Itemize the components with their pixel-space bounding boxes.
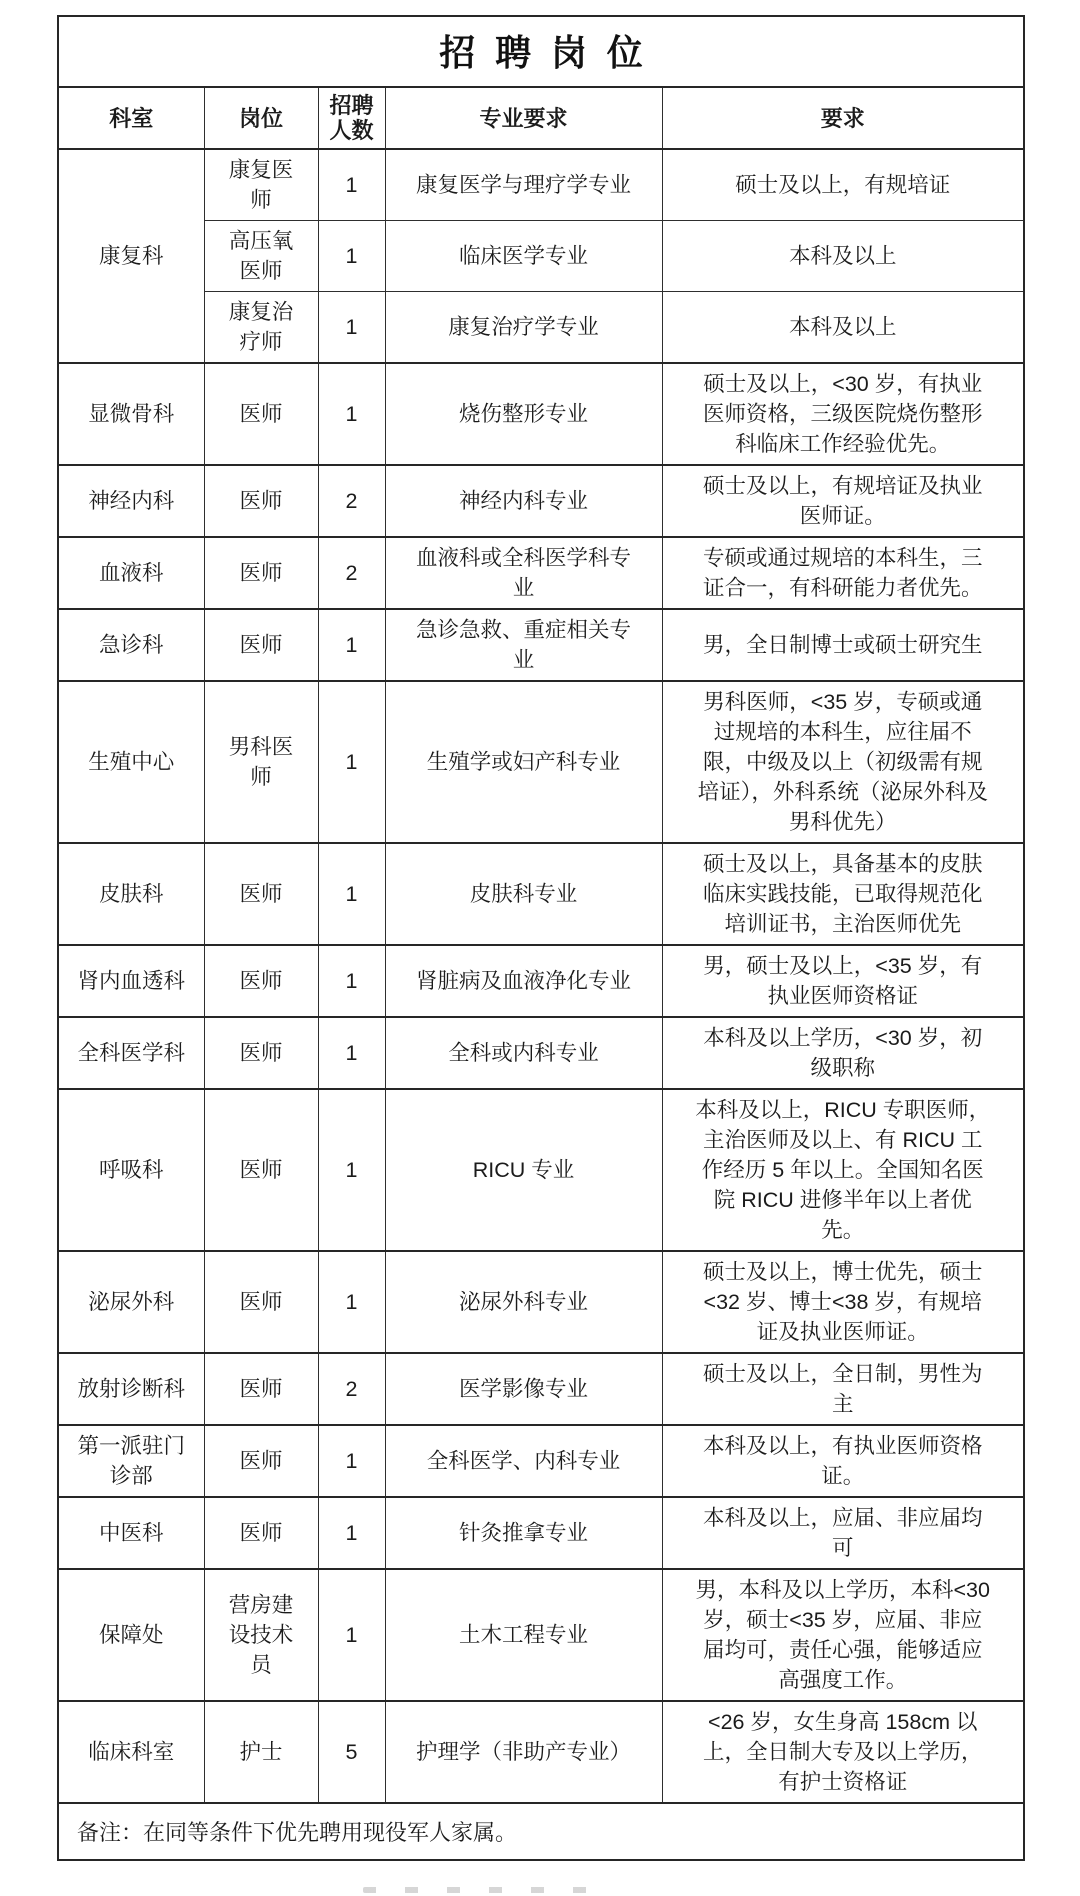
table-row bbox=[58, 1497, 1024, 1569]
table-row bbox=[58, 1251, 1024, 1353]
department-cell: 急诊科 bbox=[58, 609, 204, 681]
department-cell: 临床科室 bbox=[58, 1701, 204, 1803]
requirement-cell: 硕士及以上，博士优先，硕士<32 岁、博士<38 岁，有规培证及执业医师证。 bbox=[662, 1251, 1024, 1353]
department-cell: 保障处 bbox=[58, 1569, 204, 1701]
table-row bbox=[58, 1569, 1024, 1701]
note-row bbox=[58, 1803, 1024, 1860]
requirement-cell: 本科及以上 bbox=[662, 221, 1024, 292]
major-cell: 全科或内科专业 bbox=[385, 1017, 662, 1089]
department-cell: 显微骨科 bbox=[58, 363, 204, 465]
major-cell: 康复医学与理疗学专业 bbox=[385, 149, 662, 221]
table-row bbox=[58, 1017, 1024, 1089]
requirement-cell: 本科及以上，有执业医师资格证。 bbox=[662, 1425, 1024, 1497]
department-cell: 第一派驻门诊部 bbox=[58, 1425, 204, 1497]
headcount-cell: 1 bbox=[318, 1017, 385, 1089]
requirement-cell: 本科及以上学历，<30 岁，初级职称 bbox=[662, 1017, 1024, 1089]
headcount-cell: 1 bbox=[318, 292, 385, 364]
headcount-cell: 1 bbox=[318, 1569, 385, 1701]
col-header-position: 岗位 bbox=[204, 87, 318, 149]
major-cell: 肾脏病及血液净化专业 bbox=[385, 945, 662, 1017]
department-cell: 生殖中心 bbox=[58, 681, 204, 843]
major-cell: RICU 专业 bbox=[385, 1089, 662, 1251]
table-row bbox=[58, 465, 1024, 537]
col-header-major: 专业要求 bbox=[385, 87, 662, 149]
position-cell: 营房建设技术员 bbox=[204, 1569, 318, 1701]
requirement-cell: 男，硕士及以上，<35 岁，有执业医师资格证 bbox=[662, 945, 1024, 1017]
col-header-department: 科室 bbox=[58, 87, 204, 149]
major-cell: 泌尿外科专业 bbox=[385, 1251, 662, 1353]
note-cell: 备注：在同等条件下优先聘用现役军人家属。 bbox=[58, 1803, 1024, 1860]
major-cell: 护理学（非助产专业） bbox=[385, 1701, 662, 1803]
table-row bbox=[58, 149, 1024, 221]
table-row bbox=[58, 1089, 1024, 1251]
major-cell: 神经内科专业 bbox=[385, 465, 662, 537]
position-cell: 医师 bbox=[204, 1425, 318, 1497]
position-cell: 康复治疗师 bbox=[204, 292, 318, 364]
table-row bbox=[58, 1425, 1024, 1497]
position-cell: 男科医师 bbox=[204, 681, 318, 843]
headcount-cell: 1 bbox=[318, 221, 385, 292]
requirement-cell: 男，本科及以上学历，本科<30 岁，硕士<35 岁，应届、非应届均可，责任心强，能够适应高强度工作。 bbox=[662, 1569, 1024, 1701]
requirement-cell: <26 岁，女生身高 158cm 以上，全日制大专及以上学历，有护士资格证 bbox=[662, 1701, 1024, 1803]
table-body bbox=[58, 149, 1024, 1803]
position-cell: 康复医师 bbox=[204, 149, 318, 221]
department-cell: 呼吸科 bbox=[58, 1089, 204, 1251]
department-cell: 肾内血透科 bbox=[58, 945, 204, 1017]
headcount-cell: 1 bbox=[318, 1425, 385, 1497]
major-cell: 医学影像专业 bbox=[385, 1353, 662, 1425]
requirement-cell: 硕士及以上，有规培证及执业医师证。 bbox=[662, 465, 1024, 537]
headcount-cell: 1 bbox=[318, 149, 385, 221]
position-cell: 医师 bbox=[204, 1017, 318, 1089]
position-cell: 医师 bbox=[204, 1089, 318, 1251]
position-cell: 医师 bbox=[204, 1251, 318, 1353]
headcount-cell: 1 bbox=[318, 843, 385, 945]
major-cell: 临床医学专业 bbox=[385, 221, 662, 292]
scanned-document-page bbox=[0, 15, 1080, 1861]
major-cell: 血液科或全科医学科专业 bbox=[385, 537, 662, 609]
requirement-cell: 专硕或通过规培的本科生，三证合一，有科研能力者优先。 bbox=[662, 537, 1024, 609]
major-cell: 烧伤整形专业 bbox=[385, 363, 662, 465]
requirement-cell: 本科及以上，RICU 专职医师，主治医师及以上、有 RICU 工作经历 5 年以上。全国知名医院 RICU 进修半年以上者优先。 bbox=[662, 1089, 1024, 1251]
headcount-cell: 1 bbox=[318, 681, 385, 843]
headcount-cell: 5 bbox=[318, 1701, 385, 1803]
table-title: 招聘岗位 bbox=[58, 16, 1024, 87]
recruitment-table bbox=[57, 15, 1025, 1861]
major-cell: 皮肤科专业 bbox=[385, 843, 662, 945]
major-cell: 急诊急救、重症相关专业 bbox=[385, 609, 662, 681]
position-cell: 医师 bbox=[204, 945, 318, 1017]
department-cell: 泌尿外科 bbox=[58, 1251, 204, 1353]
department-cell: 康复科 bbox=[58, 149, 204, 363]
position-cell: 医师 bbox=[204, 363, 318, 465]
headcount-cell: 2 bbox=[318, 1353, 385, 1425]
headcount-cell: 2 bbox=[318, 465, 385, 537]
col-header-headcount: 招聘人数 bbox=[318, 87, 385, 149]
department-cell: 神经内科 bbox=[58, 465, 204, 537]
requirement-cell: 硕士及以上，有规培证 bbox=[662, 149, 1024, 221]
headcount-cell: 1 bbox=[318, 609, 385, 681]
position-cell: 医师 bbox=[204, 1353, 318, 1425]
department-cell: 皮肤科 bbox=[58, 843, 204, 945]
major-cell: 康复治疗学专业 bbox=[385, 292, 662, 364]
table-row bbox=[58, 537, 1024, 609]
department-cell: 放射诊断科 bbox=[58, 1353, 204, 1425]
major-cell: 土木工程专业 bbox=[385, 1569, 662, 1701]
headcount-cell: 2 bbox=[318, 537, 385, 609]
headcount-cell: 1 bbox=[318, 945, 385, 1017]
headcount-cell: 1 bbox=[318, 363, 385, 465]
position-cell: 护士 bbox=[204, 1701, 318, 1803]
position-cell: 医师 bbox=[204, 609, 318, 681]
table-row bbox=[58, 1701, 1024, 1803]
department-cell: 血液科 bbox=[58, 537, 204, 609]
headcount-cell: 1 bbox=[318, 1497, 385, 1569]
position-cell: 医师 bbox=[204, 537, 318, 609]
requirement-cell: 男科医师，<35 岁，专硕或通过规培的本科生，应往届不限，中级及以上（初级需有规培证），外科系统（泌尿外科及男科优先） bbox=[662, 681, 1024, 843]
title-row bbox=[58, 16, 1024, 87]
table-row bbox=[58, 843, 1024, 945]
table-row bbox=[58, 945, 1024, 1017]
department-cell: 全科医学科 bbox=[58, 1017, 204, 1089]
table-row bbox=[58, 681, 1024, 843]
requirement-cell: 硕士及以上，具备基本的皮肤临床实践技能，已取得规范化培训证书，主治医师优先 bbox=[662, 843, 1024, 945]
col-header-requirement: 要求 bbox=[662, 87, 1024, 149]
table-row bbox=[58, 609, 1024, 681]
requirement-cell: 本科及以上 bbox=[662, 292, 1024, 364]
cropped-text-fragment bbox=[363, 1887, 595, 1893]
headcount-cell: 1 bbox=[318, 1089, 385, 1251]
major-cell: 生殖学或妇产科专业 bbox=[385, 681, 662, 843]
header-row bbox=[58, 87, 1024, 149]
major-cell: 针灸推拿专业 bbox=[385, 1497, 662, 1569]
department-cell: 中医科 bbox=[58, 1497, 204, 1569]
requirement-cell: 本科及以上，应届、非应届均可 bbox=[662, 1497, 1024, 1569]
table-row bbox=[58, 363, 1024, 465]
major-cell: 全科医学、内科专业 bbox=[385, 1425, 662, 1497]
position-cell: 高压氧医师 bbox=[204, 221, 318, 292]
requirement-cell: 硕士及以上，全日制，男性为主 bbox=[662, 1353, 1024, 1425]
headcount-cell: 1 bbox=[318, 1251, 385, 1353]
requirement-cell: 硕士及以上，<30 岁，有执业医师资格，三级医院烧伤整形科临床工作经验优先。 bbox=[662, 363, 1024, 465]
position-cell: 医师 bbox=[204, 843, 318, 945]
requirement-cell: 男，全日制博士或硕士研究生 bbox=[662, 609, 1024, 681]
position-cell: 医师 bbox=[204, 465, 318, 537]
table-row bbox=[58, 1353, 1024, 1425]
position-cell: 医师 bbox=[204, 1497, 318, 1569]
